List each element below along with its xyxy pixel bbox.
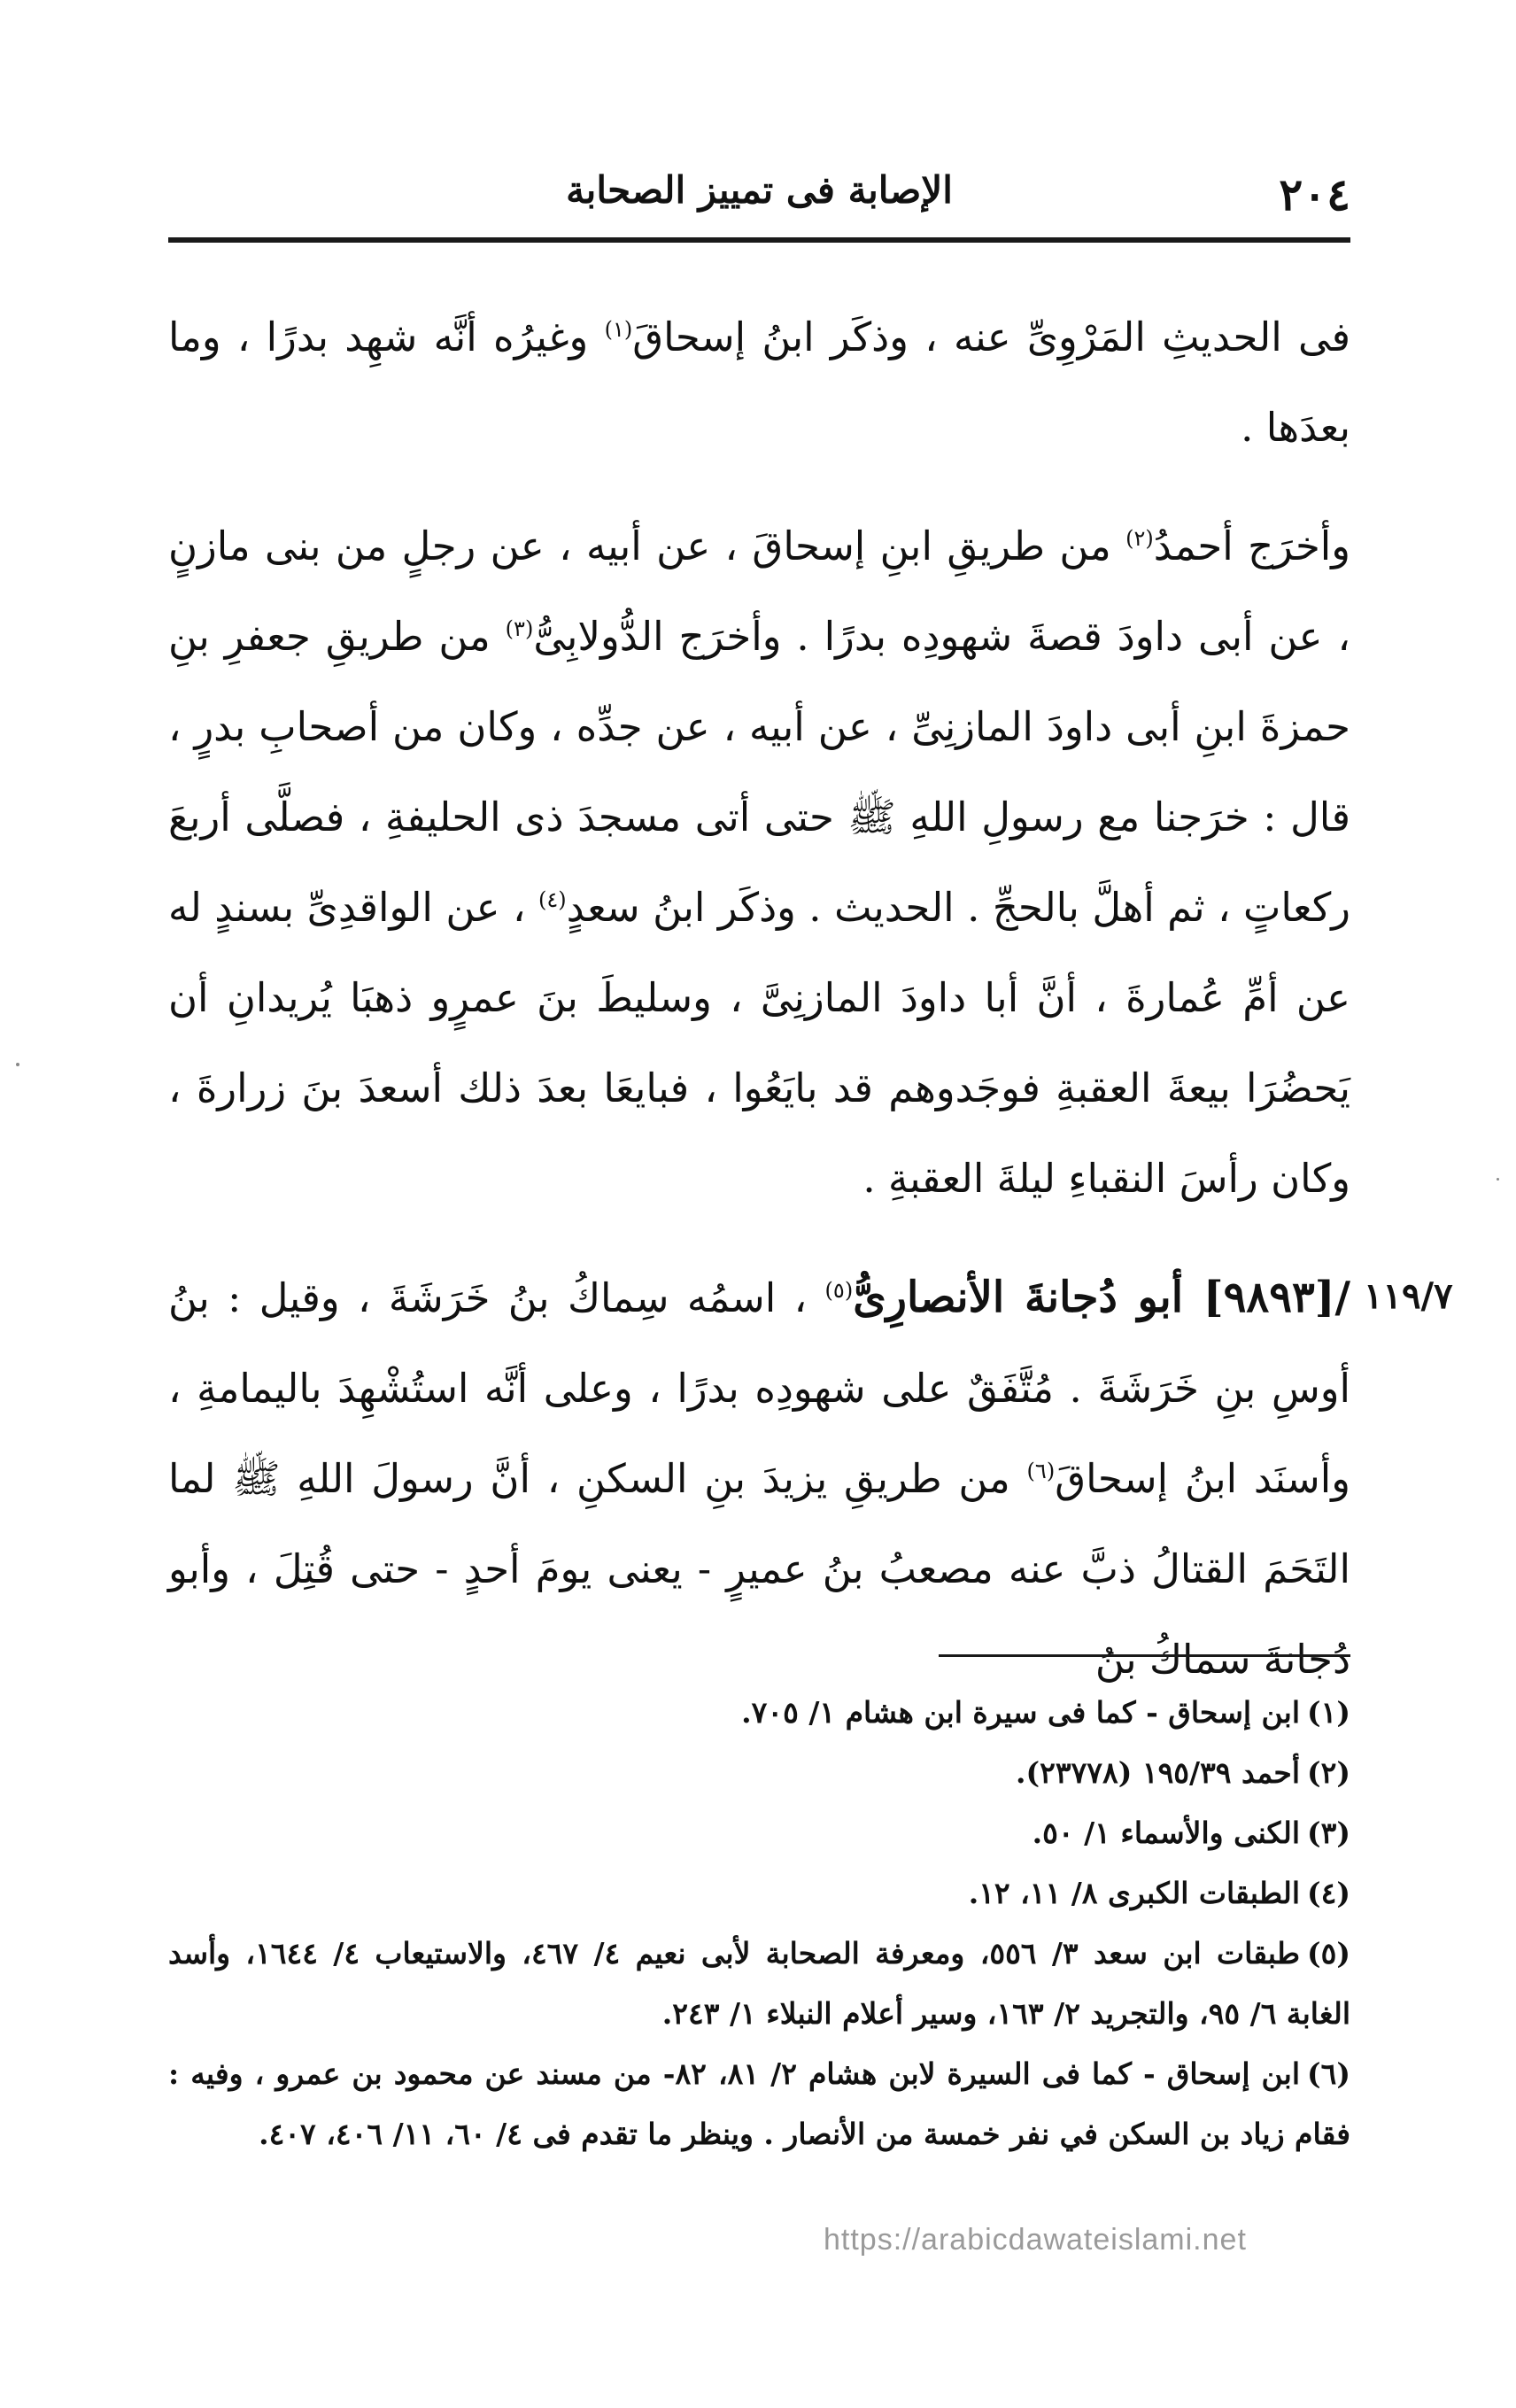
footnote-number: (٣) (1307, 1816, 1350, 1850)
paragraph-text: ، اسمُه سِماكُ بنُ خَرَشَةَ ، وقيل : بنُ أوسِ بنِ خَرَشَةَ . مُتَّفَقٌ على شهودِه بدرًا ، وعلى أنَّه استُشْهِدَ باليمامةِ ، وأسنَد ابنُ إسحاقَ (168, 1274, 1350, 1502)
footnote-number: (٦) (1307, 2056, 1351, 2091)
footnote-ref-6: (٦) (1026, 1459, 1056, 1483)
footnote-4 (168, 1863, 1350, 1924)
header-rule (168, 237, 1350, 243)
entry-title: [٩٨٩٣] أبو دُجانةَ الأنصارِىُّ (853, 1273, 1335, 1322)
paragraph-text: من طريقِ جعفرِ بنِ حمزةَ ابنِ أبى داودَ المازنِىِّ ، عن أبيه ، عن جدِّه ، وكان من أصحابِ بدرٍ ، قال : خرَجنا مع رسولِ اللهِ ﷺ حتى أتى مسجدَ ذى الحليفةِ ، فصلَّى أربعَ ركعاتٍ ، ثم أهلَّ بالحجِّ . الحديث . وذكَر ابنُ سعدٍ (168, 613, 1350, 931)
entry-marker: / (1334, 1273, 1350, 1322)
footnote-6 (168, 2044, 1350, 2164)
footnote-5 (168, 1924, 1350, 2044)
paragraph-text: وغيرُه أنَّه شهِد بدرًا ، وما بعدَها . (168, 314, 1350, 451)
footnote-number: (١) (1307, 1695, 1350, 1730)
footnote-text: الطبقات الكبرى ٨/ ١١، ١٢. (968, 1876, 1301, 1910)
paragraph-text: ، عن الواقدِىِّ بسندٍ له عن أمِّ عُمارةَ ، أنَّ أبا داودَ المازنِىَّ ، وسليطَ بنَ عمرٍو ذهبَا يُريدانِ أن يَحضُرَا بيعةَ العقبةِ فوجَدوهم قد بايَعُوا ، فبايعَا بعدَ ذلك أسعدَ بنَ زرارةَ ، وكان رأسَ النقباءِ ليلةَ العقبةِ . (168, 884, 1350, 1202)
margin-reference: ١١٩/٧ (1364, 1275, 1453, 1317)
footnote-1 (168, 1683, 1350, 1743)
scan-speck (16, 1063, 19, 1066)
footnote-text: طبقات ابن سعد ٣/ ٥٥٦، ومعرفة الصحابة لأبى نعيم ٤/ ٤٦٧، والاستيعاب ٤/ ١٦٤٤، وأسد الغابة ٦/ ٩٥، والتجريد ٢/ ١٦٣، وسير أعلام النبلاء ١/ ٢٤٣. (168, 1936, 1350, 2031)
footnote-text: ابن إسحاق - كما فى السيرة لابن هشام ٢/ ٨١، ٨٢- من مسند عن محمود بن عمرو ، وفيه : فقام زياد بن السكن في نفر خمسة من الأنصار . وينظر ما تقدم فى ٤/ ٦٠، ١١/ ٤٠٦، ٤٠٧. (168, 2056, 1350, 2151)
page-header (168, 159, 1350, 221)
entry-9893 (168, 1252, 1350, 1705)
page-number: ٢٠٤ (1279, 168, 1350, 221)
footnotes (168, 1683, 1350, 2164)
footnote-ref-4: (٤) (538, 887, 567, 912)
footnote-number: (٢) (1307, 1755, 1350, 1790)
paragraph-text: من طريقِ يزيدَ بنِ السكنِ ، أنَّ رسولَ اللهِ ﷺ لما التَحَمَ القتالُ ذبَّ عنه مصعبُ بنُ عميرٍ - يعنى يومَ أحدٍ - حتى قُتِلَ ، وأبو دُجانةَ سماكُ بنُ (168, 1455, 1350, 1683)
footnote-3 (168, 1803, 1350, 1863)
footnote-number: (٤) (1307, 1876, 1350, 1910)
footnote-text: ابن إسحاق - كما فى سيرة ابن هشام ١/ ٧٠٥. (741, 1695, 1301, 1730)
footnote-2 (168, 1743, 1350, 1803)
scan-speck (1497, 1178, 1499, 1181)
footnote-ref-1: (١) (604, 317, 633, 342)
footnote-ref-2: (٢) (1125, 526, 1154, 551)
footnote-text: أحمد ١٩٥/٣٩ (٢٣٧٧٨). (1016, 1755, 1301, 1790)
paragraph-2 (168, 501, 1350, 1224)
footnote-ref-5: (٥) (824, 1278, 854, 1303)
paragraph-1 (168, 292, 1350, 473)
paragraph-text: فى الحديثِ المَرْوِىِّ عنه ، وذكَر ابنُ إسحاقَ (632, 314, 1350, 360)
footnote-number: (٥) (1307, 1936, 1351, 1971)
paragraph-text: من طريقِ ابنِ إسحاقَ ، عن أبيه ، عن رجلٍ من بنى مازنٍ ، عن أبى داودَ قصةَ شهودِه بدرًا . وأخرَج الدُّولابِىُّ (168, 523, 1350, 660)
running-title: الإصابة فى تمييز الصحابة (566, 168, 953, 212)
footnote-ref-3: (٣) (505, 616, 534, 641)
paragraph-text: وأخرَج أحمدُ (1153, 523, 1350, 569)
main-text (168, 292, 1350, 1733)
footnote-text: الكنى والأسماء ١/ ٥٠. (1032, 1816, 1301, 1850)
footnote-rule (939, 1654, 1350, 1657)
watermark-url: https://arabicdawateislami.net (824, 2223, 1247, 2257)
